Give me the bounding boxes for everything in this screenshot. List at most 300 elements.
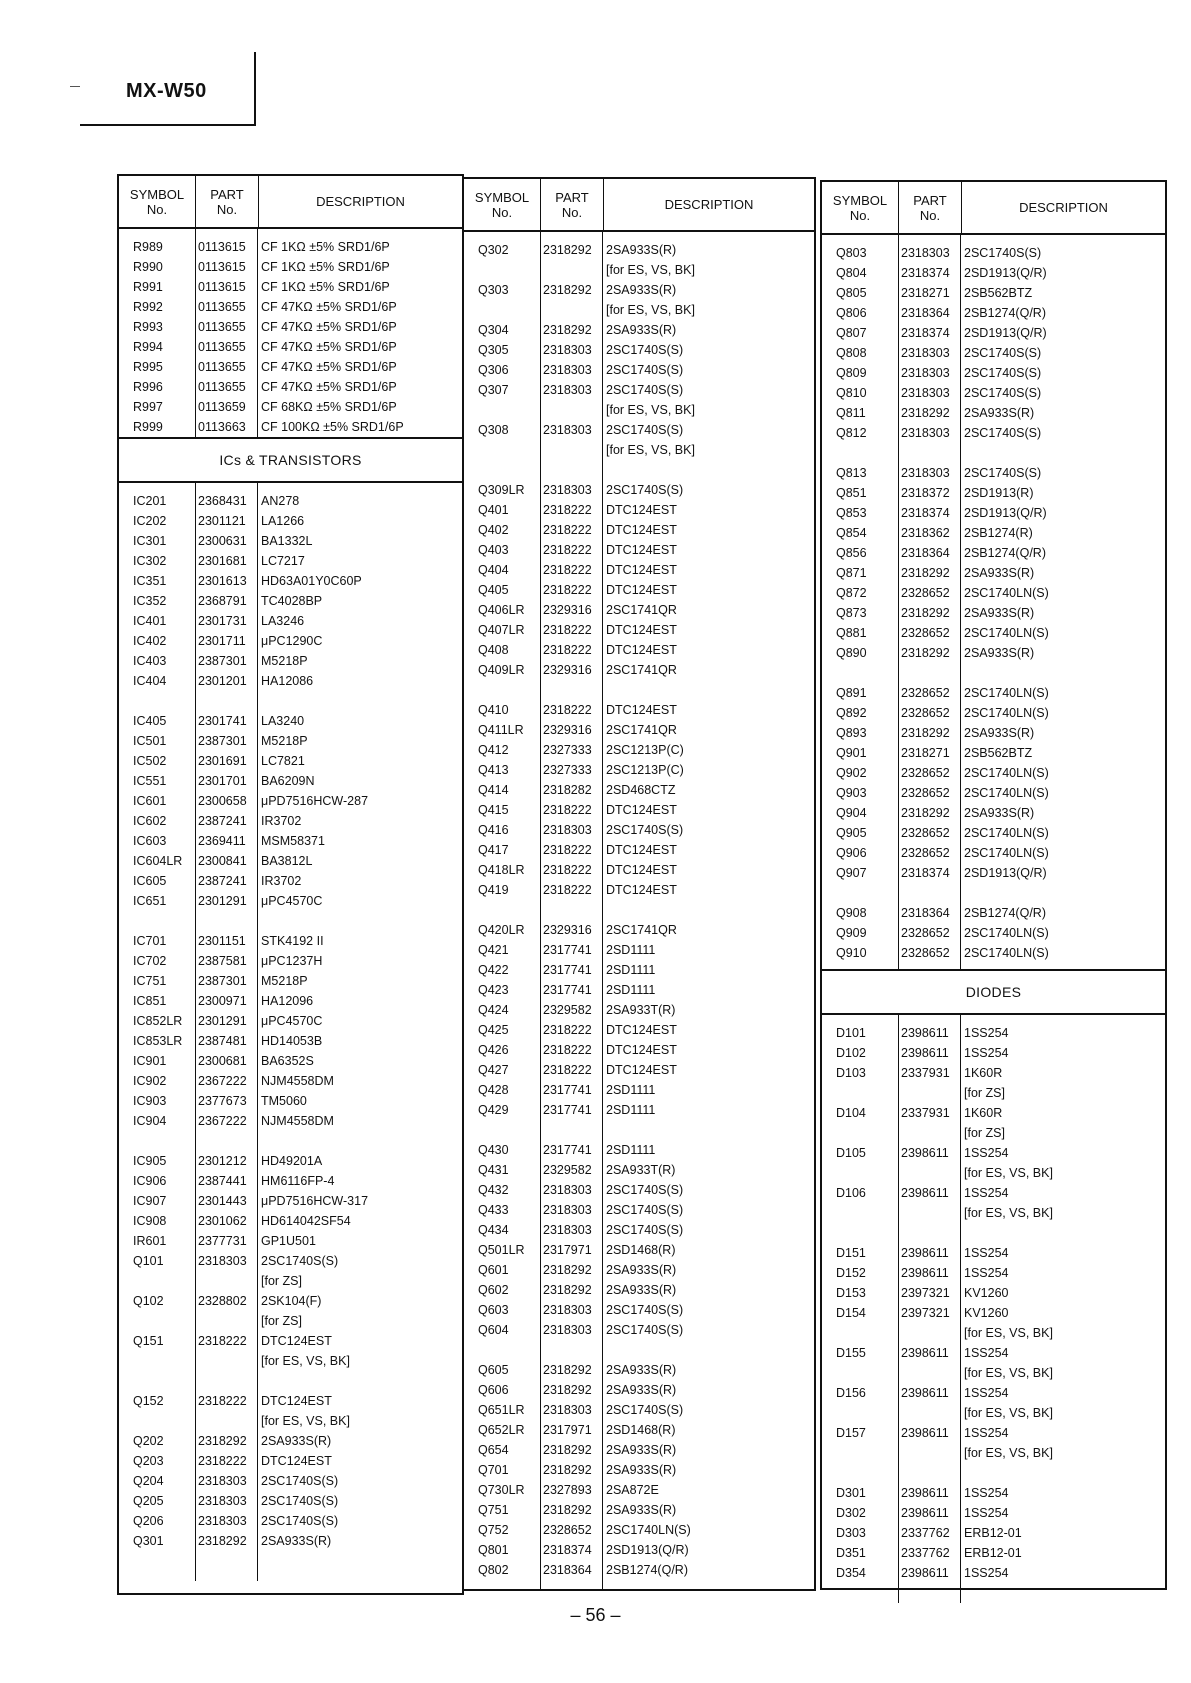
symbol-cell: Q302 bbox=[478, 243, 509, 257]
description-cell: 2SB1274(Q/R) bbox=[964, 306, 1046, 320]
symbol-cell: IR601 bbox=[133, 1234, 167, 1248]
description-cell: 2SA933S(R) bbox=[606, 1263, 677, 1277]
part-number-cell: 2318222 bbox=[198, 1394, 247, 1408]
part-row bbox=[119, 1151, 462, 1171]
part-number-cell: 2318303 bbox=[901, 466, 950, 480]
description-cell: NJM4558DM bbox=[261, 1074, 334, 1088]
parts-body bbox=[822, 235, 1165, 969]
column-header bbox=[119, 176, 462, 229]
part-number-cell: 2398611 bbox=[901, 1386, 949, 1400]
description-cell: KV1260 bbox=[964, 1286, 1009, 1300]
symbol-cell: Q904 bbox=[836, 806, 867, 820]
symbol-cell: Q801 bbox=[478, 1543, 509, 1557]
symbol-cell: D103 bbox=[836, 1066, 866, 1080]
part-row bbox=[822, 763, 1165, 783]
description-cell: [for ES, VS, BK] bbox=[606, 263, 695, 277]
part-number-cell: 2318364 bbox=[901, 306, 950, 320]
description-cell: CF 1KΩ ±5% SRD1/6P bbox=[261, 240, 390, 254]
part-row bbox=[119, 277, 462, 297]
description-cell: μPC4570C bbox=[261, 894, 323, 908]
part-number-cell bbox=[195, 1411, 257, 1431]
part-row bbox=[822, 643, 1165, 663]
part-number-cell bbox=[540, 260, 602, 280]
part-number-cell: 2318303 bbox=[543, 1303, 592, 1317]
part-row bbox=[464, 1260, 814, 1280]
part-number-cell: 0113655 bbox=[198, 340, 246, 354]
part-number-cell: 2318362 bbox=[901, 526, 950, 540]
part-number-cell: 2318303 bbox=[198, 1474, 247, 1488]
header-symbol: SYMBOL No. bbox=[119, 176, 196, 227]
symbol-cell: Q701 bbox=[478, 1463, 509, 1477]
part-number-cell: 2337762 bbox=[901, 1526, 950, 1540]
description-cell: ERB12-01 bbox=[964, 1546, 1022, 1560]
part-row bbox=[119, 1031, 462, 1051]
part-number-cell: 2318292 bbox=[543, 1283, 592, 1297]
description-cell: μPC4570C bbox=[261, 1014, 323, 1028]
part-number-cell: 2369411 bbox=[198, 834, 246, 848]
description-cell: 2SD1468(R) bbox=[606, 1243, 676, 1257]
description-cell: BA1332L bbox=[261, 534, 313, 548]
part-row bbox=[464, 620, 814, 640]
part-number-cell: 2318271 bbox=[901, 746, 950, 760]
part-number-cell: 2318303 bbox=[198, 1494, 247, 1508]
part-number-cell: 2318271 bbox=[901, 286, 950, 300]
symbol-cell: Q415 bbox=[478, 803, 509, 817]
symbol-cell: IC351 bbox=[133, 574, 167, 588]
parts-body bbox=[822, 1015, 1165, 1603]
description-cell: AN278 bbox=[261, 494, 300, 508]
description-cell: [for ES, VS, BK] bbox=[606, 303, 695, 317]
part-row bbox=[822, 1243, 1165, 1263]
description-cell: LC7217 bbox=[261, 554, 305, 568]
part-row bbox=[822, 1403, 1165, 1423]
symbol-cell: Q853 bbox=[836, 506, 867, 520]
description-cell: BA3812L bbox=[261, 854, 313, 868]
part-row bbox=[822, 1303, 1165, 1323]
part-number-cell: 2318222 bbox=[198, 1334, 247, 1348]
symbol-cell: Q407LR bbox=[478, 623, 525, 637]
symbol-cell: IC301 bbox=[133, 534, 167, 548]
part-number-cell: 2329316 bbox=[543, 663, 592, 677]
header-part: PART No. bbox=[541, 179, 604, 230]
description-cell: LA3246 bbox=[261, 614, 305, 628]
part-row bbox=[822, 1183, 1165, 1203]
symbol-cell: Q903 bbox=[836, 786, 867, 800]
symbol-cell: Q432 bbox=[478, 1183, 509, 1197]
part-row bbox=[464, 260, 814, 280]
part-row bbox=[119, 631, 462, 651]
description-cell: 2SC1741QR bbox=[606, 603, 677, 617]
part-row bbox=[119, 751, 462, 771]
part-row bbox=[822, 1543, 1165, 1563]
part-row bbox=[119, 1511, 462, 1531]
part-row bbox=[822, 1163, 1165, 1183]
part-row bbox=[119, 257, 462, 277]
part-number-cell: 2300681 bbox=[198, 1054, 247, 1068]
section-ics-transistors: ICs & TRANSISTORS bbox=[119, 437, 462, 483]
symbol-cell: D153 bbox=[836, 1286, 866, 1300]
description-cell: HD14053B bbox=[261, 1034, 323, 1048]
description-cell: CF 100KΩ ±5% SRD1/6P bbox=[261, 420, 404, 434]
part-row bbox=[822, 1503, 1165, 1523]
part-row bbox=[119, 1271, 462, 1291]
part-number-cell: 0113615 bbox=[198, 260, 246, 274]
part-row bbox=[119, 1071, 462, 1091]
description-cell: 2SD1111 bbox=[606, 1083, 656, 1097]
symbol-cell bbox=[822, 1123, 898, 1143]
part-row bbox=[119, 297, 462, 317]
description-cell: 2SA933S(R) bbox=[261, 1434, 332, 1448]
symbol-cell: D302 bbox=[836, 1506, 866, 1520]
description-cell: [for ES, VS, BK] bbox=[964, 1366, 1053, 1380]
part-row bbox=[464, 1180, 814, 1200]
description-cell: CF 47KΩ ±5% SRD1/6P bbox=[261, 380, 397, 394]
part-number-cell: 2337762 bbox=[901, 1546, 950, 1560]
symbol-cell: Q429 bbox=[478, 1103, 509, 1117]
part-number-cell: 2398611 bbox=[901, 1266, 949, 1280]
symbol-cell bbox=[464, 260, 540, 280]
part-number-cell: 2318374 bbox=[901, 506, 950, 520]
part-number-cell: 2328652 bbox=[901, 706, 950, 720]
description-cell: 2SB562BTZ bbox=[964, 746, 1033, 760]
part-row bbox=[464, 420, 814, 440]
description-cell: [for ZS] bbox=[964, 1126, 1005, 1140]
part-row bbox=[464, 880, 814, 900]
part-row bbox=[822, 923, 1165, 943]
page-number: – 56 – bbox=[570, 1605, 621, 1625]
symbol-cell bbox=[464, 400, 540, 420]
symbol-cell bbox=[119, 1271, 195, 1291]
description-cell: [for ZS] bbox=[261, 1274, 302, 1288]
part-number-cell: 2328652 bbox=[901, 946, 950, 960]
header-symbol: SYMBOL No. bbox=[464, 179, 541, 230]
symbol-cell: Q902 bbox=[836, 766, 867, 780]
part-number-cell: 2328652 bbox=[901, 686, 950, 700]
part-row bbox=[464, 1240, 814, 1260]
description-cell: 2SC1740S(S) bbox=[964, 386, 1042, 400]
part-row bbox=[119, 851, 462, 871]
part-number-cell: 2317741 bbox=[543, 943, 592, 957]
description-cell: 2SC1740S(S) bbox=[964, 466, 1042, 480]
part-number-cell: 2328652 bbox=[901, 586, 950, 600]
symbol-cell bbox=[822, 1163, 898, 1183]
part-row bbox=[464, 340, 814, 360]
description-cell: 2SC1740S(S) bbox=[261, 1254, 339, 1268]
part-number-cell: 2301151 bbox=[198, 934, 246, 948]
symbol-cell: R989 bbox=[133, 240, 163, 254]
part-row bbox=[822, 1283, 1165, 1303]
description-cell: 2SC1740LN(S) bbox=[964, 766, 1049, 780]
description-cell: 2SC1740LN(S) bbox=[964, 826, 1049, 840]
symbol-cell bbox=[822, 1443, 898, 1463]
part-number-cell bbox=[540, 400, 602, 420]
part-number-cell: 2318282 bbox=[543, 783, 592, 797]
part-row bbox=[119, 237, 462, 257]
part-row bbox=[464, 240, 814, 260]
description-cell: HA12096 bbox=[261, 994, 314, 1008]
part-row bbox=[822, 1143, 1165, 1163]
symbol-cell bbox=[822, 1403, 898, 1423]
symbol-cell: IC551 bbox=[133, 774, 167, 788]
part-number-cell: 2328802 bbox=[198, 1294, 247, 1308]
symbol-cell: IC201 bbox=[133, 494, 167, 508]
part-number-cell: 2318303 bbox=[543, 1203, 592, 1217]
part-number-cell: 2318364 bbox=[901, 906, 950, 920]
symbol-cell: Q202 bbox=[133, 1434, 164, 1448]
symbol-cell: D301 bbox=[836, 1486, 866, 1500]
part-number-cell: 2317741 bbox=[543, 963, 592, 977]
symbol-cell: IC904 bbox=[133, 1114, 167, 1128]
part-row bbox=[464, 1080, 814, 1100]
part-number-cell: 2318303 bbox=[901, 426, 950, 440]
symbol-cell: Q652LR bbox=[478, 1423, 525, 1437]
part-number-cell: 2318292 bbox=[543, 1463, 592, 1477]
description-cell: 2SD1111 bbox=[606, 1143, 656, 1157]
part-number-cell: 2377673 bbox=[198, 1094, 247, 1108]
part-number-cell: 2398611 bbox=[901, 1026, 949, 1040]
symbol-cell: IC901 bbox=[133, 1054, 167, 1068]
description-cell: 2SD1111 bbox=[606, 1103, 656, 1117]
description-cell: 2SA933S(R) bbox=[606, 1463, 677, 1477]
symbol-cell: Q891 bbox=[836, 686, 867, 700]
description-cell: DTC124EST bbox=[606, 543, 677, 557]
description-cell: DTC124EST bbox=[261, 1454, 332, 1468]
description-cell: 1SS254 bbox=[964, 1346, 1009, 1360]
part-number-cell: 2318222 bbox=[543, 1063, 592, 1077]
description-cell: 2SC1213P(C) bbox=[606, 763, 684, 777]
part-number-cell: 2367222 bbox=[198, 1074, 247, 1088]
part-number-cell: 2318303 bbox=[543, 363, 592, 377]
part-row bbox=[464, 820, 814, 840]
symbol-cell: IC502 bbox=[133, 754, 167, 768]
symbol-cell: Q151 bbox=[133, 1334, 164, 1348]
description-cell: 2SC1741QR bbox=[606, 923, 677, 937]
description-cell: 2SD1913(Q/R) bbox=[964, 866, 1047, 880]
symbol-cell: IC903 bbox=[133, 1094, 167, 1108]
part-number-cell: 2318222 bbox=[543, 623, 592, 637]
symbol-cell: Q423 bbox=[478, 983, 509, 997]
description-cell: 2SC1740S(S) bbox=[606, 423, 684, 437]
part-row bbox=[822, 503, 1165, 523]
symbol-cell: D102 bbox=[836, 1046, 866, 1060]
description-cell: 2SB1274(Q/R) bbox=[606, 1563, 688, 1577]
description-cell: [for ES, VS, BK] bbox=[964, 1206, 1053, 1220]
symbol-cell: IC902 bbox=[133, 1074, 167, 1088]
description-cell: M5218P bbox=[261, 654, 308, 668]
part-number-cell: 2300658 bbox=[198, 794, 247, 808]
part-row bbox=[822, 623, 1165, 643]
symbol-cell: Q430 bbox=[478, 1143, 509, 1157]
part-number-cell: 2328652 bbox=[901, 786, 950, 800]
part-row bbox=[464, 380, 814, 400]
symbol-cell: IC352 bbox=[133, 594, 167, 608]
part-row bbox=[464, 860, 814, 880]
symbol-cell: Q426 bbox=[478, 1043, 509, 1057]
part-number-cell: 2318303 bbox=[543, 343, 592, 357]
description-cell: 2SC1740S(S) bbox=[964, 246, 1042, 260]
description-cell: 2SD1913(R) bbox=[964, 486, 1034, 500]
part-row bbox=[464, 740, 814, 760]
description-cell: 2SC1740S(S) bbox=[606, 1183, 684, 1197]
description-cell: 2SA933T(R) bbox=[606, 1003, 676, 1017]
description-cell: DTC124EST bbox=[606, 863, 677, 877]
part-number-cell bbox=[898, 1403, 960, 1423]
part-row bbox=[822, 1103, 1165, 1123]
part-number-cell bbox=[195, 1351, 257, 1371]
part-row bbox=[464, 780, 814, 800]
symbol-cell: Q152 bbox=[133, 1394, 164, 1408]
part-row bbox=[822, 723, 1165, 743]
part-row bbox=[822, 363, 1165, 383]
description-cell: 2SB1274(Q/R) bbox=[964, 906, 1046, 920]
description-cell: 2SA933S(R) bbox=[964, 606, 1035, 620]
part-row bbox=[464, 600, 814, 620]
description-cell: [for ES, VS, BK] bbox=[606, 443, 695, 457]
description-cell: 2SC1213P(C) bbox=[606, 743, 684, 757]
part-number-cell: 2318303 bbox=[543, 1183, 592, 1197]
symbol-cell: Q601 bbox=[478, 1263, 509, 1277]
description-cell: 2SC1740LN(S) bbox=[964, 926, 1049, 940]
part-row bbox=[119, 1411, 462, 1431]
part-row bbox=[119, 951, 462, 971]
symbol-cell: Q809 bbox=[836, 366, 867, 380]
description-cell: 2SC1740LN(S) bbox=[964, 786, 1049, 800]
description-cell: IR3702 bbox=[261, 814, 302, 828]
description-cell: 2SC1740S(S) bbox=[964, 366, 1042, 380]
section-diodes: DIODES bbox=[822, 969, 1165, 1015]
symbol-cell: Q206 bbox=[133, 1514, 164, 1528]
part-row bbox=[464, 1440, 814, 1460]
part-row bbox=[822, 323, 1165, 343]
part-row bbox=[119, 531, 462, 551]
model-title: MX-W50 bbox=[126, 80, 207, 102]
part-number-cell: 2328652 bbox=[901, 926, 950, 940]
part-number-cell: 2300971 bbox=[198, 994, 247, 1008]
symbol-cell: Q412 bbox=[478, 743, 509, 757]
description-cell: STK4192 II bbox=[261, 934, 324, 948]
symbol-cell: Q905 bbox=[836, 826, 867, 840]
part-row bbox=[464, 1480, 814, 1500]
part-row bbox=[119, 1091, 462, 1111]
part-number-cell: 2318292 bbox=[543, 1383, 592, 1397]
part-row bbox=[464, 400, 814, 420]
symbol-cell: Q606 bbox=[478, 1383, 509, 1397]
part-number-cell: 2337931 bbox=[901, 1066, 950, 1080]
part-row bbox=[822, 1043, 1165, 1063]
part-row bbox=[464, 1220, 814, 1240]
part-row bbox=[464, 960, 814, 980]
symbol-cell: Q906 bbox=[836, 846, 867, 860]
symbol-cell: R994 bbox=[133, 340, 163, 354]
part-row bbox=[464, 580, 814, 600]
description-cell: BA6352S bbox=[261, 1054, 314, 1068]
part-row bbox=[822, 263, 1165, 283]
symbol-cell: Q602 bbox=[478, 1283, 509, 1297]
part-number-cell: 2318292 bbox=[543, 1363, 592, 1377]
symbol-cell: Q856 bbox=[836, 546, 867, 560]
part-row bbox=[822, 1523, 1165, 1543]
part-row bbox=[822, 823, 1165, 843]
symbol-cell: IC702 bbox=[133, 954, 167, 968]
symbol-cell: Q805 bbox=[836, 286, 867, 300]
description-cell: 1K60R bbox=[964, 1066, 1003, 1080]
symbol-cell: Q501LR bbox=[478, 1243, 525, 1257]
part-row bbox=[119, 1451, 462, 1471]
description-cell: [for ZS] bbox=[964, 1086, 1005, 1100]
symbol-cell: Q751 bbox=[478, 1503, 509, 1517]
description-cell: 2SA872E bbox=[606, 1483, 659, 1497]
part-number-cell: 0113659 bbox=[198, 400, 246, 414]
part-row bbox=[822, 543, 1165, 563]
symbol-cell: Q425 bbox=[478, 1023, 509, 1037]
part-number-cell: 0113655 bbox=[198, 320, 246, 334]
part-row bbox=[822, 303, 1165, 323]
description-cell: DTC124EST bbox=[606, 503, 677, 517]
part-row bbox=[822, 463, 1165, 483]
description-cell: 2SC1740LN(S) bbox=[964, 686, 1049, 700]
part-row bbox=[464, 1380, 814, 1400]
part-number-cell: 2397321 bbox=[901, 1306, 950, 1320]
symbol-cell: IC651 bbox=[133, 894, 167, 908]
symbol-cell: Q808 bbox=[836, 346, 867, 360]
part-number-cell: 2327333 bbox=[543, 743, 592, 757]
part-row bbox=[464, 1160, 814, 1180]
symbol-cell: Q403 bbox=[478, 543, 509, 557]
description-cell: μPD7516HCW-287 bbox=[261, 794, 369, 808]
symbol-cell: Q421 bbox=[478, 943, 509, 957]
description-cell: 2SD1111 bbox=[606, 963, 656, 977]
symbol-cell: Q304 bbox=[478, 323, 509, 337]
part-row bbox=[822, 1423, 1165, 1443]
symbol-cell: IC751 bbox=[133, 974, 167, 988]
symbol-cell: R991 bbox=[133, 280, 163, 294]
part-number-cell: 2318222 bbox=[543, 803, 592, 817]
symbol-cell: Q810 bbox=[836, 386, 867, 400]
part-row bbox=[119, 1471, 462, 1491]
header-divider bbox=[254, 52, 256, 126]
symbol-cell: Q901 bbox=[836, 746, 867, 760]
description-cell: HD49201A bbox=[261, 1154, 323, 1168]
part-number-cell: 2318292 bbox=[901, 606, 950, 620]
symbol-cell: IC906 bbox=[133, 1174, 167, 1188]
description-cell: HD614042SF54 bbox=[261, 1214, 351, 1228]
symbol-cell: R996 bbox=[133, 380, 163, 394]
description-cell: 2SC1740S(S) bbox=[261, 1474, 339, 1488]
part-row bbox=[822, 523, 1165, 543]
part-row bbox=[119, 337, 462, 357]
part-number-cell: 2318372 bbox=[901, 486, 950, 500]
part-number-cell: 0113615 bbox=[198, 240, 246, 254]
part-row bbox=[822, 1203, 1165, 1223]
part-row bbox=[119, 417, 462, 437]
part-row bbox=[822, 1023, 1165, 1043]
description-cell: 2SA933S(R) bbox=[606, 1443, 677, 1457]
column-header bbox=[822, 182, 1165, 235]
part-row bbox=[464, 920, 814, 940]
part-row bbox=[119, 1211, 462, 1231]
symbol-cell bbox=[464, 300, 540, 320]
part-number-cell: 2318364 bbox=[901, 546, 950, 560]
part-number-cell: 2318303 bbox=[543, 1323, 592, 1337]
part-number-cell: 2301731 bbox=[198, 614, 247, 628]
symbol-cell: Q730LR bbox=[478, 1483, 525, 1497]
description-cell: 2SC1740S(S) bbox=[606, 1223, 684, 1237]
part-number-cell: 2398611 bbox=[901, 1486, 949, 1500]
description-cell: 2SA933S(R) bbox=[964, 726, 1035, 740]
part-number-cell: 2318303 bbox=[543, 1223, 592, 1237]
part-row bbox=[822, 1443, 1165, 1463]
part-row bbox=[119, 1051, 462, 1071]
